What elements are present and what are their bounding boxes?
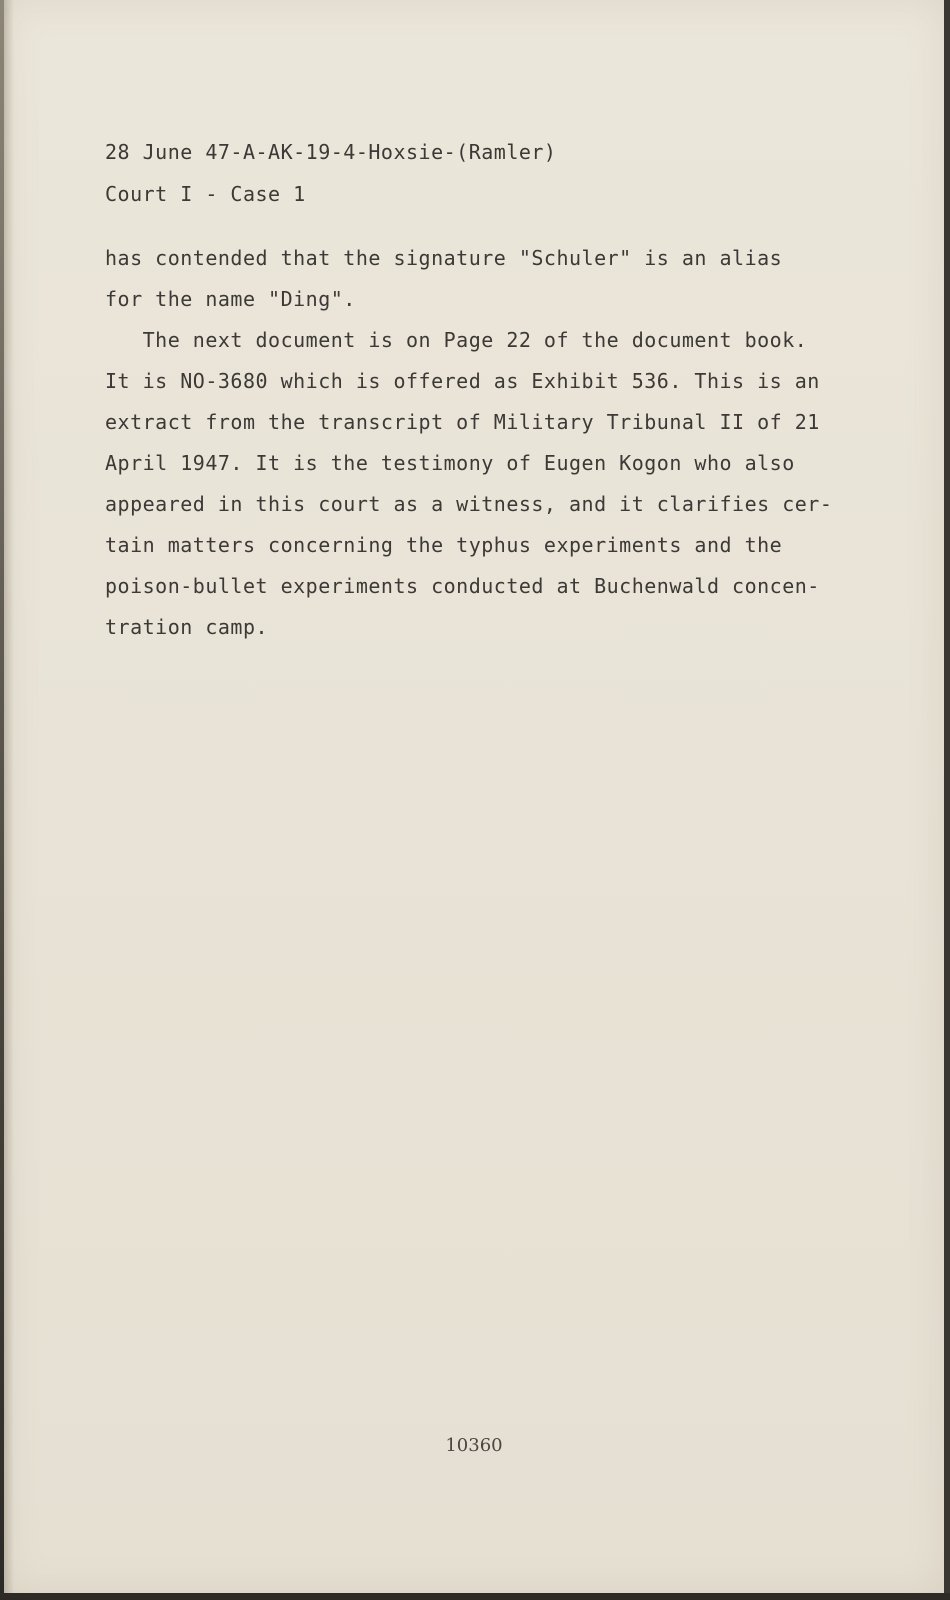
document-page: [4, 0, 944, 1593]
bottom-edge: [0, 1593, 950, 1600]
body-line: tain matters concerning the typhus experiments and the: [105, 533, 783, 557]
body-line: appeared in this court as a witness, and it clarifies cer-: [105, 492, 833, 516]
body-line: extract from the transcript of Military Tribunal II of 21: [105, 410, 820, 434]
body-line: It is NO-3680 which is offered as Exhibit 536. This is an: [105, 369, 820, 393]
header-court-line: Court I - Case 1: [105, 182, 306, 206]
body-line: tration camp.: [105, 615, 269, 639]
body-line: The next document is on Page 22 of the document book.: [105, 328, 808, 352]
page-number: 10360: [445, 1435, 503, 1456]
header-date-line: 28 June 47-A-AK-19-4-Hoxsie-(Ramler): [105, 140, 557, 164]
body-line: for the name "Ding".: [105, 287, 356, 311]
body-line: has contended that the signature "Schuler" is an alias: [105, 246, 783, 270]
body-line: April 1947. It is the testimony of Eugen Kogon who also: [105, 451, 795, 475]
body-text: [105, 238, 832, 648]
body-line: poison-bullet experiments conducted at Buchenwald concen-: [105, 574, 820, 598]
